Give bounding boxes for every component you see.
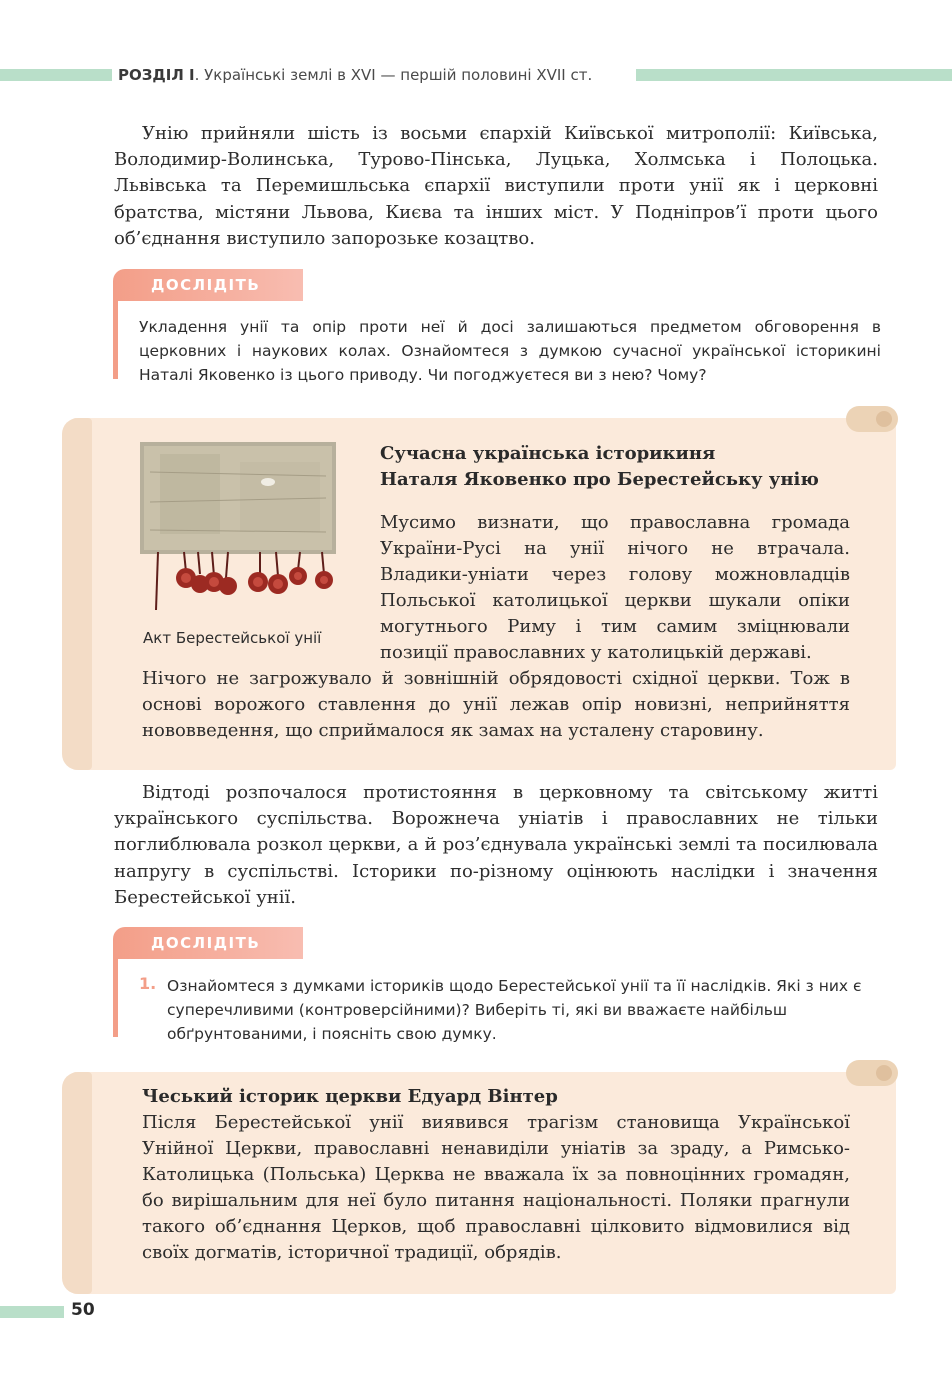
source-1-title-line-2: Наталя Яковенко про Берестейську унію <box>380 469 819 490</box>
page-number: 50 <box>71 1300 95 1320</box>
image-caption: Акт Берестейської унії <box>143 629 322 647</box>
header-bar-right <box>636 69 952 81</box>
research-tab-label: ДОСЛІДІТЬ <box>151 276 261 294</box>
intro-paragraph: Унію прийняли шість із восьми єпархій Київської митрополії: Київська, Володимир-Волинська, Турово-Пінська, Луцька, Холмська і Полоцька. Львівська та Перемишльська єпархії виступили проти унії як і церковні братства, містяни Львова, Києва та інших міст. У Подніпров’ї проти цього об’єднання виступило запорозьке козацтво. <box>114 123 878 249</box>
section-label: РОЗДІЛ І <box>118 66 195 84</box>
footer-bar <box>0 1306 64 1318</box>
scroll-curl-right-2 <box>846 1060 898 1086</box>
brest-union-act-image <box>140 442 336 612</box>
research-line-2 <box>113 957 118 1037</box>
research-text-2: Ознайомтеся з думками істориків щодо Берестейської унії та її наслідків. Які з них є суперечливими (контроверсійними)? Виберіть ті, які ви вважаєте найбільш обґрунтованими, і поясніть свою думку. <box>167 977 862 1043</box>
source-2-body: Після Берестейської унії виявився трагізм становища Української Унійної Церкви, православні ненавиділи уніатів за зраду, а Римсько-Католицька (Польська) Церква не вважала їх за повноцінних громадян, бо вирішальним для неї було питання національності. Поляки прагнули такого об’єднання Церков, щоб православні цілковито відмовилися від своїх догматів, історичної традиції, обрядів. <box>142 1112 850 1263</box>
research-line-1 <box>113 299 118 379</box>
source-1-body-bottom: Нічого не загрожувало й зовнішній обрядовості східної церкви. Тож в основі ворожого ставлення до унії лежав опір новизні, неприйняття нововведення, що сприймалося як замах на усталену старовину. <box>142 668 850 741</box>
source-1-title <box>380 441 819 493</box>
research-tab-2 <box>113 927 303 959</box>
header-bar-left <box>0 69 112 81</box>
research-tab-1 <box>113 269 303 301</box>
source-1-body-top: Мусимо визнати, що православна громада України-Русі на унії нічого не втрачала. Владики-уніати через голову можновладців Польської католицької церкви шукали опіки могутнього Риму і тим самим зміцнювали позиції православних у католицькій державі. <box>380 512 850 663</box>
research-tab-label-2: ДОСЛІДІТЬ <box>151 934 261 952</box>
research-text-1: Укладення унії та опір проти неї й досі залишаються предметом обговорення в церковних і наукових колах. Ознайомтеся з думкою сучасної української історикині Наталі Яковенко із цього приводу. Чи погоджуєтеся ви з нею? Чому? <box>139 318 881 384</box>
middle-paragraph: Відтоді розпочалося протистояння в церковному та світському житті українського суспільства. Ворожнеча уніатів і православних не тільки поглиблювала розкол церкви, а й роз’єднувала українські землі та посилювала напругу в суспільстві. Історики по-різному оцінюють наслідки і значення Берестейської унії. <box>114 782 878 908</box>
scroll-curl-right-1 <box>846 406 898 432</box>
section-title: . Українські землі в XVI — першій половині XVII ст. <box>194 66 593 84</box>
source-2-title: Чеський історик церкви Едуард Вінтер <box>142 1086 558 1107</box>
scroll-curl-left-1 <box>62 418 92 770</box>
scroll-curl-left-2 <box>62 1072 92 1294</box>
research-item-number: 1. <box>139 974 157 993</box>
running-header <box>118 66 592 84</box>
source-1-title-line-1: Сучасна українська історикиня <box>380 443 716 464</box>
